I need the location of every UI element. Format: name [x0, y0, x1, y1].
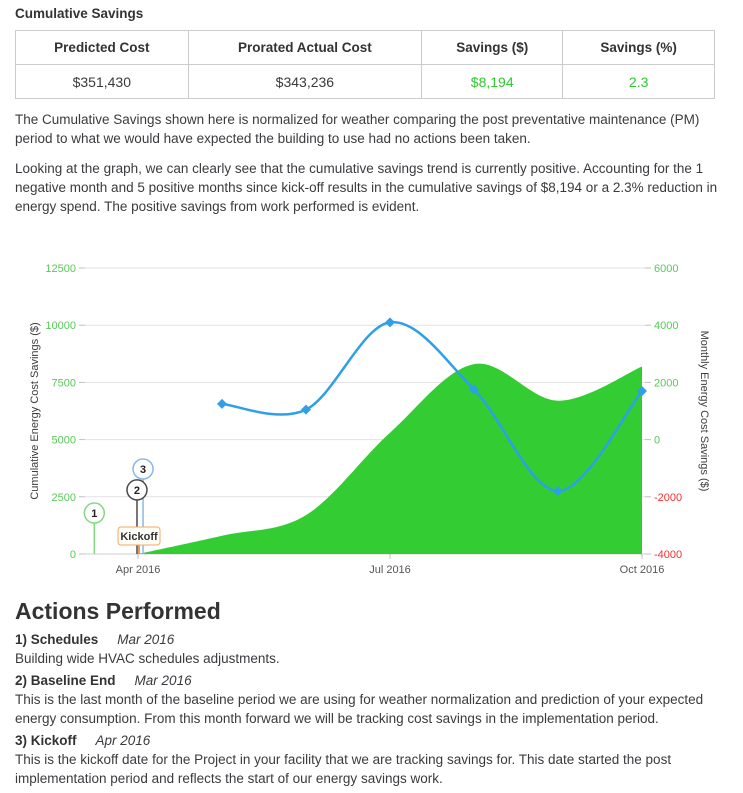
savings-chart — [0, 242, 743, 590]
action-item-3-head — [15, 733, 728, 748]
y-left-axis-title: Cumulative Energy Cost Savings ($) — [29, 322, 41, 500]
annotation-number-3: 3 — [139, 464, 147, 477]
y-left-tick-label: 5000 — [51, 434, 76, 447]
y-right-tick-label: -2000 — [654, 491, 683, 504]
action-item-3-date: Apr 2016 — [95, 733, 151, 748]
y-right-axis-title: Monthly Energy Cost Savings ($) — [698, 330, 710, 492]
x-tick-label: Oct 2016 — [619, 564, 665, 576]
action-item-1-description: Building wide HVAC schedules adjustments. — [15, 651, 280, 666]
y-left-tick-label: 10000 — [45, 320, 76, 333]
table-header-3: Savings (%) — [563, 31, 715, 65]
action-item-1-head — [15, 632, 728, 647]
table-value-row — [16, 65, 715, 99]
y-left-tick-label: 7500 — [51, 377, 76, 390]
action-item-1-label: 1) Schedules — [15, 632, 99, 647]
y-right-tick-label: -4000 — [654, 549, 683, 561]
annotation-number-2: 2 — [133, 484, 141, 497]
table-value-0: $351,430 — [16, 65, 189, 99]
y-right-tick-label: 2000 — [654, 377, 679, 390]
actions-heading: Actions Performed — [15, 598, 221, 624]
x-tick-label: Apr 2016 — [115, 564, 161, 576]
action-item-2-head — [15, 673, 728, 688]
savings-report-page — [0, 6, 743, 788]
y-left-tick-label: 12500 — [45, 263, 76, 275]
actions-list — [0, 632, 743, 788]
data-point-marker[interactable] — [385, 317, 395, 327]
table-header-row — [16, 31, 715, 65]
savings-summary-table — [15, 30, 715, 99]
table-value-1: $343,236 — [188, 65, 421, 99]
annotation-number-1: 1 — [91, 508, 98, 521]
data-point-marker[interactable] — [301, 405, 311, 415]
action-item-2-label: 2) Baseline End — [15, 673, 116, 688]
action-item-1-date: Mar 2016 — [117, 632, 175, 647]
cumulative-area — [138, 364, 642, 554]
table-header-1: Prorated Actual Cost — [188, 31, 421, 65]
intro-paragraph: The Cumulative Savings shown here is normalized for weather comparing the post preventative maintenance (PM) period to what we would have expected the building to use had no actions been taken. — [15, 112, 700, 146]
y-right-tick-label: 0 — [654, 434, 661, 447]
table-value-2: $8,194 — [422, 65, 563, 99]
page-title: Cumulative Savings — [15, 6, 144, 21]
action-item-3-description: This is the kickoff date for the Project in your facility that we are tracking savings for. This date started the post implementation period and reflects the start of our energy savings work. — [15, 752, 672, 786]
y-left-tick-label: 2500 — [51, 491, 76, 504]
analysis-paragraph: Looking at the graph, we can clearly see that the cumulative savings trend is currently positive. Accounting for the 1 negative month and 5 positive months since kick-off results in the cumulative savings of $8,194 or a 2.3% reduction in energy spend. The positive savings from work performed is evident. — [15, 161, 718, 214]
action-item-3-label: 3) Kickoff — [15, 733, 77, 748]
action-item-2-date: Mar 2016 — [134, 673, 192, 688]
x-tick-label: Jul 2016 — [369, 564, 411, 576]
savings-chart-svg — [0, 242, 743, 590]
y-right-tick-label: 6000 — [654, 263, 679, 275]
table-header-0: Predicted Cost — [16, 31, 189, 65]
table-value-3: 2.3 — [563, 65, 715, 99]
table-header-2: Savings ($) — [422, 31, 563, 65]
y-left-tick-label: 0 — [69, 549, 76, 561]
y-right-tick-label: 4000 — [654, 320, 679, 333]
action-item-2-description: This is the last month of the baseline period we are using for weather normalization and prediction of your expected energy consumption. From this month forward we will be tracking cost savings in the implementation period. — [15, 692, 704, 726]
kickoff-label: Kickoff — [120, 531, 158, 543]
data-point-marker[interactable] — [217, 399, 227, 409]
